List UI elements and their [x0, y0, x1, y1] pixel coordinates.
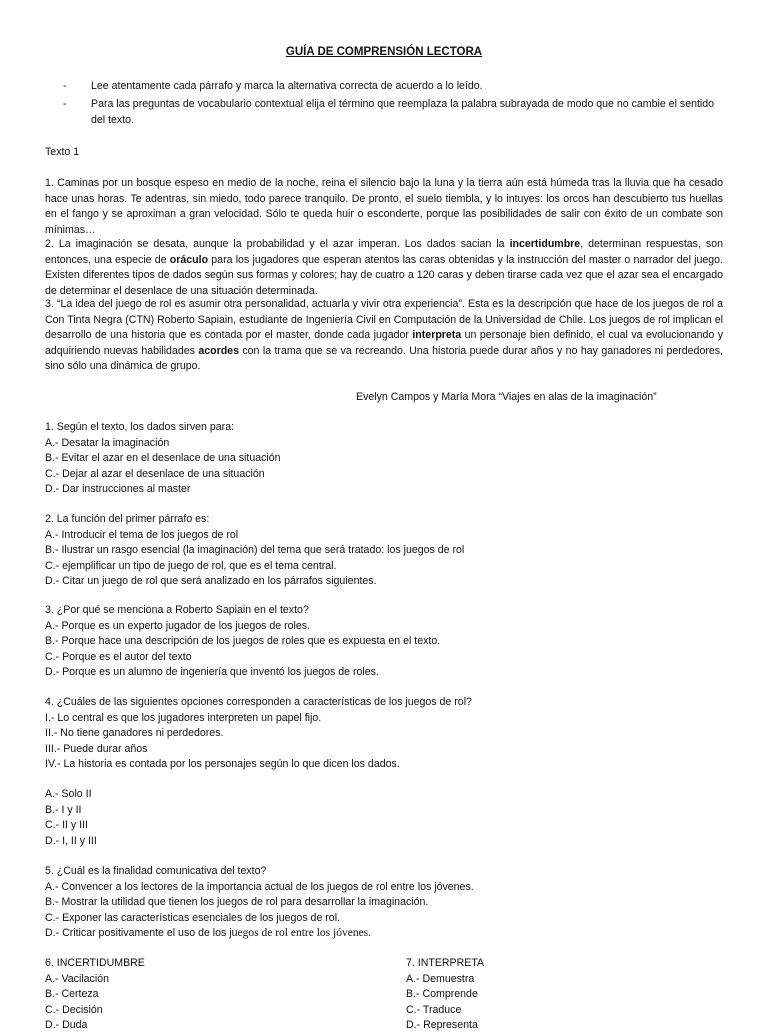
answer-option[interactable]: C.- Decisión [45, 1003, 103, 1016]
statement-item: III.- Puede durar años [45, 742, 148, 755]
question-stem: 2. La función del primer párrafo es: [45, 513, 210, 525]
question-2 [45, 512, 723, 590]
key-word-incertidumbre: incertidumbre [509, 238, 581, 250]
answer-option[interactable]: A.- Porque es un experto jugador de los juegos de roles. [45, 619, 311, 632]
bullet-dash: - [63, 98, 67, 110]
instruction-item [63, 79, 723, 95]
document-title: GUÍA DE COMPRENSIÓN LECTORA [285, 46, 483, 58]
paragraph-text: un personaje bien definido, el cual va evolucionando y adquiriendo nuevas habilidades [45, 329, 724, 357]
question-7 [406, 956, 706, 1034]
bullet-dash: - [63, 80, 67, 92]
answer-option-text-serif: egos de rol entre los jóvenes. [237, 927, 372, 939]
question-1 [45, 420, 723, 498]
answer-option[interactable]: D.- Dar instrucciones al master [45, 483, 191, 495]
answer-option[interactable]: C.- ejemplificar un tipo de juego de rol, que es el tema central. [45, 559, 337, 572]
key-word-oraculo: oráculo [169, 253, 209, 266]
document-page [45, 0, 724, 1031]
paragraph-2 [45, 237, 723, 299]
paragraph-text: , determinan respuestas, son entonces, una especie de [45, 238, 723, 266]
question-3 [45, 603, 723, 681]
question-stem: 3. ¿Por qué se menciona a Roberto Sapiain en el texto? [45, 604, 309, 616]
source-attribution: Evelyn Campos y María Mora “Viajes en alas de la imaginación” [356, 391, 657, 403]
question-5 [45, 864, 723, 942]
paragraph-text: 2. La imaginación se desata, aunque la probabilidad y el azar imperan. Los dados sacian la [45, 238, 510, 250]
key-word-interpreta: interpreta [412, 329, 462, 341]
question-stem: 6. INCERTIDUMBRE [45, 957, 145, 969]
answer-option[interactable]: A.- Desatar la imaginación [45, 436, 170, 449]
answer-option[interactable]: B.- Ilustrar un rasgo esencial (la imaginación) del tema que será tratado: los juegos de rol [45, 544, 465, 556]
answer-option[interactable]: C.- Dejar al azar el desenlace de una situación [45, 467, 265, 480]
question-4 [45, 695, 723, 773]
statement-item: IV.- La historia es contada por los personajes según lo que dicen los dados. [45, 758, 400, 770]
question-stem: 1. Según el texto, los dados sirven para: [45, 421, 235, 433]
answer-option[interactable]: A.- Convencer a los lectores de la importancia actual de los juegos de rol entre los jóvenes. [45, 880, 474, 893]
question-4-options [45, 787, 723, 849]
instruction-text: Para las preguntas de vocabulario contextual elija el término que reemplaza la palabra subrayada de modo que no cambie el sentido del texto. [91, 98, 715, 126]
answer-option[interactable]: A.- Introducir el tema de los juegos de rol [45, 528, 239, 541]
answer-option[interactable]: C.- Porque es el autor del texto [45, 650, 192, 663]
answer-option[interactable]: D.- Citar un juego de rol que será analizado en los párrafos siguientes. [45, 575, 377, 587]
answer-option[interactable]: A.- Vacilación [45, 972, 109, 985]
text-label: Texto 1 [45, 146, 80, 158]
answer-option[interactable]: D.- Representa [406, 1019, 478, 1031]
answer-option[interactable]: C.- Exponer las características esenciales de los juegos de rol. [45, 911, 341, 924]
answer-option-text: D.- Criticar positivamente el uso de los ju [45, 927, 238, 939]
answer-option[interactable]: C.- II y III [45, 819, 88, 831]
paragraph-text: para los jugadores que esperan atentos las caras obtenidas y la instrucción del master o narrador del juego. Existen diferentes tipos de dados según sus formas y colores; hay de cuatro a 120 caras y deben tirarse cada vez que el azar sea el encargado de determinar el desenlace de una situación determinada. [45, 253, 724, 297]
answer-option[interactable]: B.- Certeza [45, 988, 99, 1000]
statement-item: II.- No tiene ganadores ni perdedores. [45, 727, 224, 739]
answer-option[interactable]: B.- Comprende [406, 988, 478, 1000]
answer-option[interactable]: B.- I y II [45, 803, 82, 816]
question-6 [45, 956, 345, 1034]
answer-option[interactable]: B.- Evitar el azar en el desenlace de una situación [45, 452, 281, 464]
answer-option[interactable]: D.- I, II y III [45, 834, 97, 847]
key-word-acordes: acordes [198, 344, 239, 357]
paragraph-text: con la trama que se va recreando. Una historia puede durar años y no hay ganadores ni perdedores, sino sólo una dinámica de grupo. [45, 344, 723, 372]
question-stem: 7. INTERPRETA [406, 957, 485, 969]
answer-option[interactable]: B.- Porque hace una descripción de los juegos de roles que es expuesta en el texto. [45, 635, 441, 647]
statement-item: I.- Lo central es que los jugadores interpreten un papel fijo. [45, 711, 322, 724]
answer-option[interactable]: B.- Mostrar la utilidad que tienen los juegos de rol para desarrollar la imaginación. [45, 896, 429, 908]
question-stem: 4. ¿Cuáles de las siguientes opciones corresponden a características de los juegos de rol? [45, 696, 472, 708]
answer-option[interactable]: D.- Duda [45, 1019, 88, 1031]
paragraph-text: 3. “La idea del juego de rol es asumir otra personalidad, actuarla y vivir otra experiencia”. Esta es la descripción que hace de los juegos de rol a Con Tinta Negra (CTN) Roberto Sapiain, estudiante de Ingeniería Civil en Computación de la Universidad de Chile. Los juegos de rol implican el desarrollo de una historia que es contada por el master, donde cada jugador [45, 298, 723, 341]
paragraph-1: 1. Caminas por un bosque espeso en medio de la noche, reina el silencio bajo la luna y la tierra aún está húmeda tras la lluvia que ha cesado hace unas horas. Te adentras, sin miedo, todo parece tranquilo. De pronto, el suelo tiembla, y lo intuyes: los orcos han descubierto tus huellas en el fango y se aproximan a gran velocidad. Sólo te queda huir o esconderte, porque las posibilidades de salir con éxito de un combate son mínimas… [45, 177, 723, 236]
answer-option[interactable]: D.- Porque es un alumno de ingeniería que inventó los juegos de roles. [45, 666, 379, 678]
answer-option[interactable]: A.- Solo II [45, 788, 92, 800]
answer-option[interactable]: C.- Traduce [406, 1003, 462, 1016]
answer-option[interactable]: A.- Demuestra [406, 972, 475, 985]
answer-option[interactable] [45, 926, 723, 942]
question-stem: 5. ¿Cuál es la finalidad comunicativa del texto? [45, 865, 267, 877]
instruction-item [63, 97, 723, 128]
paragraph-3 [45, 297, 723, 375]
instruction-text: Lee atentamente cada párrafo y marca la alternativa correcta de acuerdo a lo leído. [91, 80, 483, 92]
